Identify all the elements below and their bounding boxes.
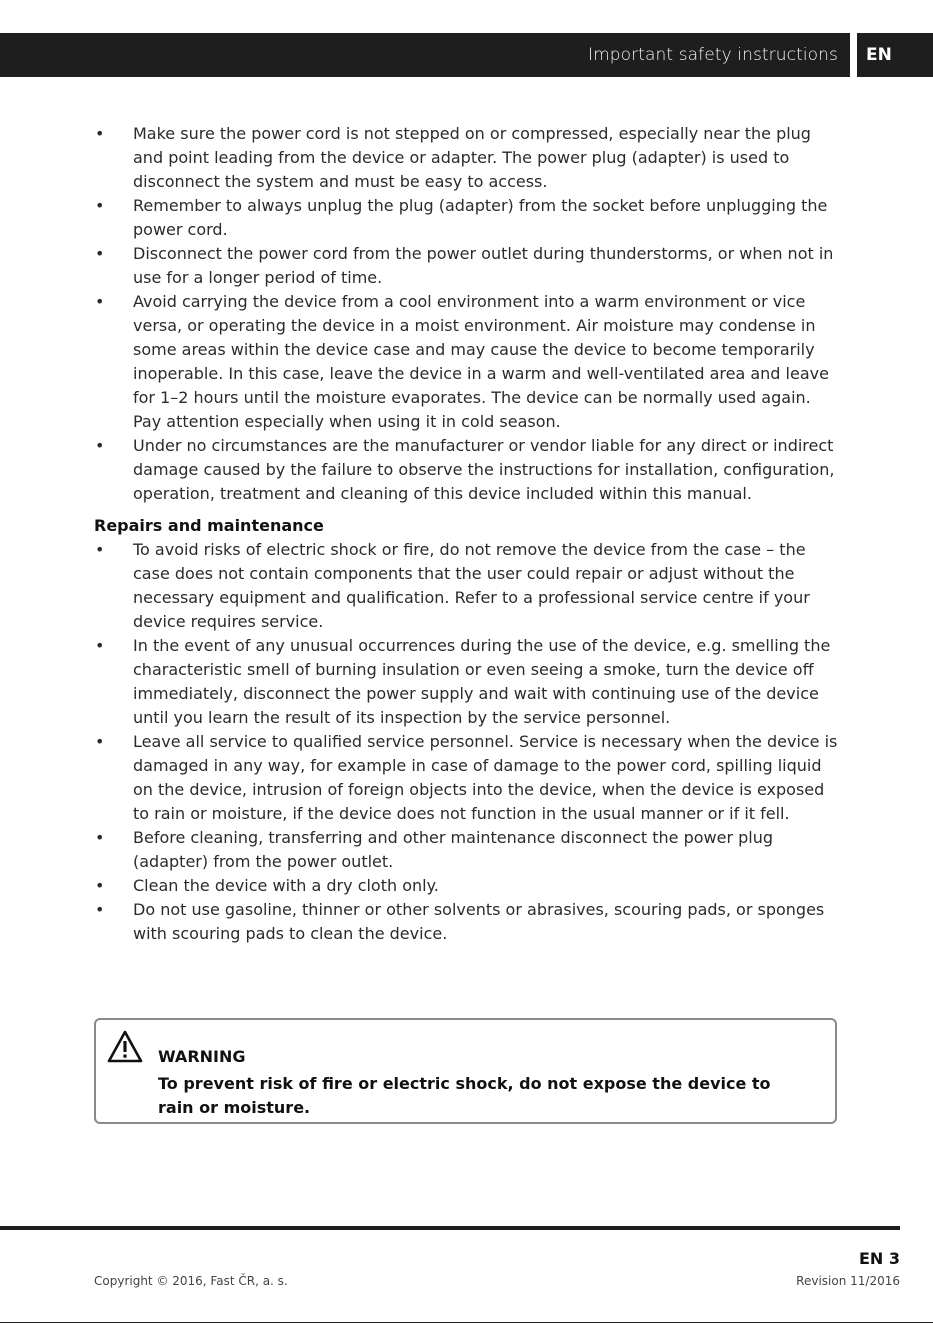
footer-divider — [0, 1226, 900, 1230]
revision-text: Revision 11/2016 — [796, 1274, 900, 1288]
language-badge: EN — [857, 33, 933, 77]
warning-box — [94, 1018, 837, 1124]
list-item: • Avoid carrying the device from a cool environment into a warm environment or vice versa, or operating the device in a moist environment. Air moisture may condense in some areas within the device case and may cause the device to become temporarily inoperable. In this case, leave the device in a warm and well-ventilated area and leave for 1–2 hours until the moisture evaporates. The device can be normally used again. Pay attention especially when using it in cold season. — [94, 290, 839, 434]
list-item: • Under no circumstances are the manufacturer or vendor liable for any direct or indirect damage caused by the failure to observe the instructions for installation, configuration, operation, treatment and cleaning of this device included within this manual. — [94, 434, 839, 506]
page-number: EN 3 — [858, 1249, 900, 1268]
warning-text: To prevent risk of fire or electric shock, do not expose the device to rain or moisture. — [158, 1074, 771, 1117]
list-item: • Disconnect the power cord from the power outlet during thunderstorms, or when not in use for a longer period of time. — [94, 242, 839, 290]
list-item: • Before cleaning, transferring and other maintenance disconnect the power plug (adapter) from the power outlet. — [94, 826, 839, 874]
list-item: • Do not use gasoline, thinner or other solvents or abrasives, scouring pads, or sponges with scouring pads to clean the device. — [94, 898, 839, 946]
list-item: • Remember to always unplug the plug (adapter) from the socket before unplugging the power cord. — [94, 194, 839, 242]
copyright-text: Copyright © 2016, Fast ČR, a. s. — [94, 1274, 288, 1288]
warning-title: WARNING — [158, 1047, 246, 1066]
bottom-divider — [0, 1322, 933, 1323]
warning-triangle-icon — [107, 1030, 143, 1064]
list-item: • Clean the device with a dry cloth only. — [94, 874, 839, 898]
list-item: • In the event of any unusual occurrences during the use of the device, e.g. smelling the characteristic smell of burning insulation or even seeing a smoke, turn the device off immediately, disconnect the power supply and wait with continuing use of the device until you learn the result of its inspection by the service personnel. — [94, 634, 839, 730]
repairs-list — [94, 538, 839, 946]
list-item: • Leave all service to qualified service personnel. Service is necessary when the device is damaged in any way, for example in case of damage to the power cord, spilling liquid on the device, intrusion of foreign objects into the device, when the device is exposed to rain or moisture, if the device does not function in the usual manner or if it fell. — [94, 730, 839, 826]
header-title: Important safety instructions — [588, 45, 838, 65]
header-bar — [0, 33, 850, 77]
list-item: • To avoid risks of electric shock or fire, do not remove the device from the case – the case does not contain components that the user could repair or adjust without the necessary equipment and qualification. Refer to a professional service centre if your device requires service. — [94, 538, 839, 634]
section-title-repairs: Repairs and maintenance — [94, 516, 324, 535]
list-item: • Make sure the power cord is not stepped on or compressed, especially near the plug and point leading from the device or adapter. The power plug (adapter) is used to disconnect the system and must be easy to access. — [94, 122, 839, 194]
main-content — [94, 122, 839, 946]
safety-list — [94, 122, 839, 506]
